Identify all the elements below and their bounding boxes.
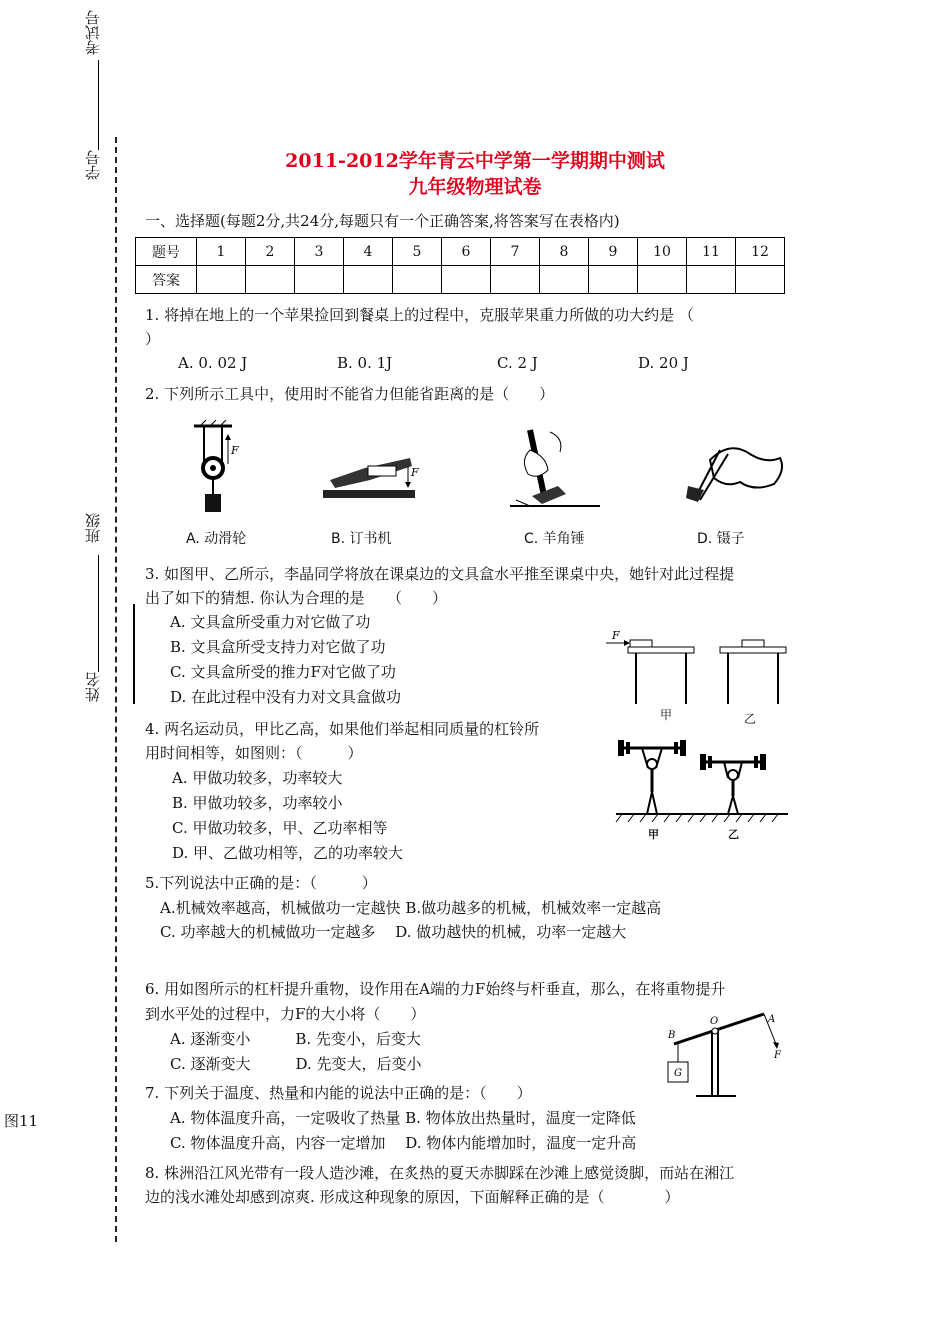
options-cd: C. 功率越大的机械做功一定越多 D. 做功越快的机械，功率一定越大 xyxy=(160,923,627,941)
question-5: 5.下列说法中正确的是：（ ） xyxy=(145,874,377,892)
option-c: C. 文具盒所受的推力F对它做了功 xyxy=(170,663,396,681)
section-heading: 一、选择题(每题2分,共24分,每题只有一个正确答案,将答案写在表格内) xyxy=(145,212,620,230)
question-number: 2 xyxy=(246,238,295,266)
fig-label-jia: 甲 xyxy=(648,828,659,841)
answer-cell[interactable] xyxy=(393,266,442,294)
question-8: 8. 株洲沿江风光带有一段人造沙滩，在炙热的夏天赤脚踩在沙滩上感觉烫脚，而站在湘江 xyxy=(145,1164,735,1182)
force-label: F xyxy=(231,444,239,457)
binding-cut-line xyxy=(115,137,117,1242)
options-ab: A. 逐渐变小 B. 先变小，后变大 xyxy=(170,1030,421,1048)
caption-d: D. 镊子 xyxy=(697,531,745,547)
name-blank xyxy=(98,620,99,672)
lever-label-o: O xyxy=(710,1016,719,1027)
option-b: B. 文具盒所受支持力对它做了功 xyxy=(170,638,386,656)
table-row xyxy=(136,266,785,294)
student-number-label: 学号 xyxy=(84,150,102,180)
options-ab: A.机械效率越高，机械做功一定越快 B.做功越多的机械，机械效率一定越高 xyxy=(160,899,662,917)
lifter-yi xyxy=(700,754,766,814)
margin-bar xyxy=(133,604,135,704)
class-label: 班级 xyxy=(84,513,102,543)
option-b: B. 0. 1J xyxy=(337,354,393,372)
question-2: 2. 下列所示工具中，使用时不能省力但能省距离的是（ ） xyxy=(145,385,555,403)
claw-hammer-illustration xyxy=(510,430,600,506)
answer-cell[interactable] xyxy=(638,266,687,294)
figure-label: 图11 xyxy=(4,1112,39,1130)
question-number: 5 xyxy=(393,238,442,266)
caption-a: A. 动滑轮 xyxy=(186,531,247,547)
exam-number-label: 考试号 xyxy=(84,10,102,55)
question-1-close: ） xyxy=(145,330,161,348)
caption-c: C. 羊角锤 xyxy=(524,531,585,547)
option-a: A. 文具盒所受重力对它做了功 xyxy=(170,613,371,631)
question-7: 7. 下列关于温度、热量和内能的说法中正确的是：（ ） xyxy=(145,1084,532,1102)
movable-pulley-illustration xyxy=(194,420,232,512)
question-number: 4 xyxy=(344,238,393,266)
name-label: 姓名 xyxy=(84,672,102,702)
question-number: 8 xyxy=(540,238,589,266)
weightlifters-figure xyxy=(612,738,792,830)
lever-label-f: F xyxy=(774,1050,781,1061)
answer-cell[interactable] xyxy=(295,266,344,294)
question-6-cont: 到水平处的过程中，力F的大小将（ ） xyxy=(145,1005,426,1023)
lever-label-a: A xyxy=(768,1014,776,1025)
options-ab: A. 物体温度升高，一定吸收了热量 B. 物体放出热量时，温度一定降低 xyxy=(170,1109,636,1127)
question-number: 1 xyxy=(197,238,246,266)
tweezers-illustration xyxy=(686,448,782,502)
desk-yi xyxy=(720,640,786,704)
option-d: D. 甲、乙做功相等，乙的功率较大 xyxy=(172,844,404,862)
lifter-jia xyxy=(618,740,686,814)
page-title: 2011-2012学年青云中学第一学期期中测试 xyxy=(285,150,665,172)
option-c: C. 甲做功较多，甲、乙功率相等 xyxy=(172,819,388,837)
option-b: B. 甲做功较多，功率较小 xyxy=(172,794,343,812)
lever-label-g: G xyxy=(674,1068,682,1079)
tools-figure xyxy=(180,420,800,525)
question-number: 6 xyxy=(442,238,491,266)
question-1: 1. 将掉在地上的一个苹果捡回到餐桌上的过程中，克服苹果重力所做的功大约是 （ xyxy=(145,306,694,324)
question-3: 3. 如图甲、乙所示，李晶同学将放在课桌边的文具盒水平推至课桌中央，她针对此过程提 xyxy=(145,565,735,583)
option-a: A. 甲做功较多，功率较大 xyxy=(172,769,343,787)
options-cd: C. 物体温度升高，内容一定增加 D. 物体内能增加时，温度一定升高 xyxy=(170,1134,637,1152)
table-row xyxy=(136,238,785,266)
options-cd: C. 逐渐变大 D. 先变大，后变小 xyxy=(170,1055,422,1073)
fig-label-yi: 乙 xyxy=(744,712,757,726)
desk-jia xyxy=(606,640,694,704)
option-a: A. 0. 02 J xyxy=(178,354,248,372)
force-label: F xyxy=(411,466,419,479)
stapler-illustration xyxy=(323,458,415,498)
fig-label-jia: 甲 xyxy=(660,708,673,722)
page-subtitle: 九年级物理试卷 xyxy=(408,176,542,198)
answer-cell[interactable] xyxy=(540,266,589,294)
row-label: 题号 xyxy=(136,238,197,266)
question-number: 12 xyxy=(736,238,785,266)
question-number: 11 xyxy=(687,238,736,266)
question-4-cont: 用时间相等，如图则：（ ） xyxy=(145,744,363,762)
answer-cell[interactable] xyxy=(344,266,393,294)
exam-number-blank xyxy=(98,60,99,150)
answer-cell[interactable] xyxy=(589,266,638,294)
answer-cell[interactable] xyxy=(442,266,491,294)
question-number: 3 xyxy=(295,238,344,266)
lever-label-b: B xyxy=(668,1030,676,1041)
answer-table xyxy=(135,237,785,294)
option-c: C. 2 J xyxy=(497,354,538,372)
question-number: 9 xyxy=(589,238,638,266)
row-label: 答案 xyxy=(136,266,197,294)
answer-cell[interactable] xyxy=(736,266,785,294)
answer-cell[interactable] xyxy=(491,266,540,294)
option-d: D. 在此过程中没有力对文具盒做功 xyxy=(170,688,402,706)
answer-cell[interactable] xyxy=(246,266,295,294)
answer-cell[interactable] xyxy=(687,266,736,294)
fig-label-yi: 乙 xyxy=(728,828,739,841)
question-8-cont: 边的浅水滩处却感到凉爽. 形成这种现象的原因，下面解释正确的是（ ） xyxy=(145,1188,680,1206)
question-number: 10 xyxy=(638,238,687,266)
class-blank xyxy=(98,555,99,620)
question-6: 6. 用如图所示的杠杆提升重物，设作用在A端的力F始终与杆垂直，那么，在将重物提升 xyxy=(145,980,726,998)
option-d: D. 20 J xyxy=(638,354,689,372)
question-3-cont: 出了如下的猜想. 你认为合理的是 （ ） xyxy=(145,589,448,607)
caption-b: B. 订书机 xyxy=(331,531,392,547)
question-4: 4. 两名运动员，甲比乙高，如果他们举起相同质量的杠铃所 xyxy=(145,720,540,738)
force-label: F xyxy=(612,629,620,642)
lever-figure xyxy=(656,1008,796,1100)
question-number: 7 xyxy=(491,238,540,266)
answer-cell[interactable] xyxy=(197,266,246,294)
desk-figure xyxy=(600,626,800,726)
